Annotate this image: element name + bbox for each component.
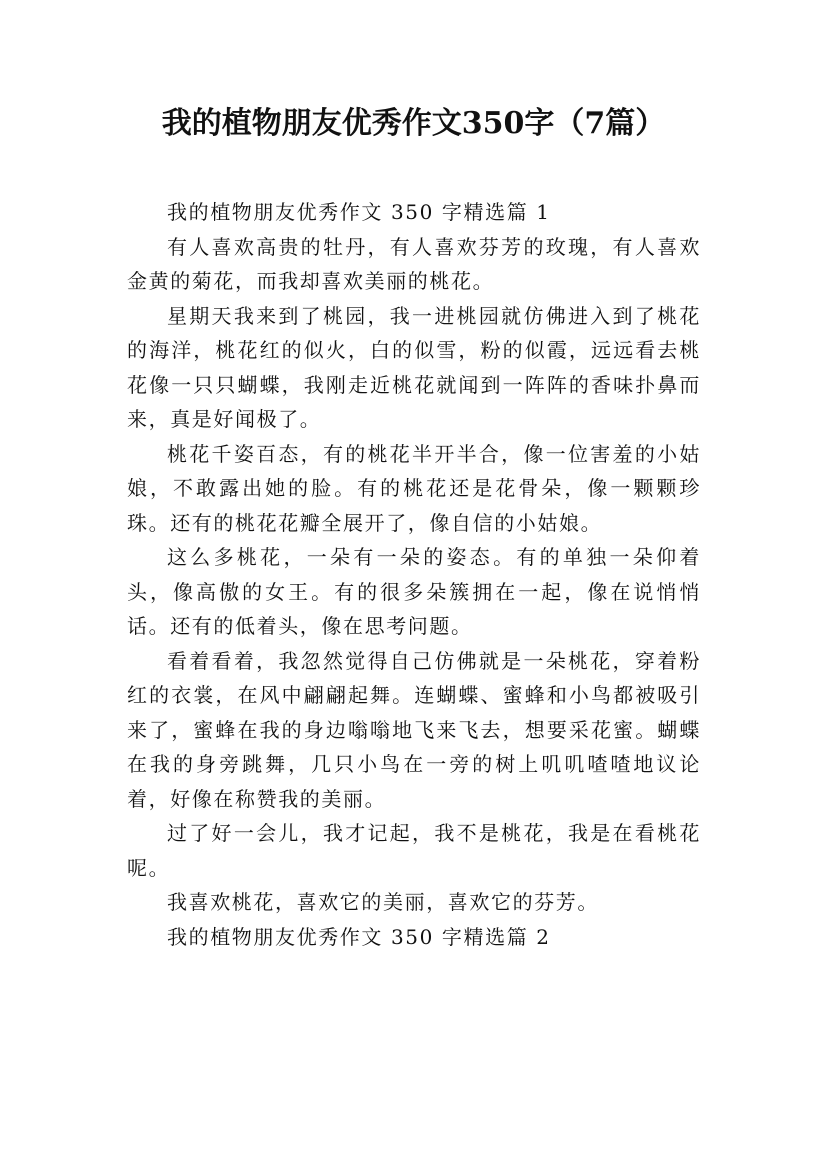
article-body [127, 195, 701, 954]
paragraph: 看着看着，我忽然觉得自己仿佛就是一朵桃花，穿着粉红的衣裳，在风中翩翩起舞。连蝴蝶、蜜蜂和小鸟都被吸引来了，蜜蜂在我的身边嗡嗡地飞来飞去，想要采花蜜。蝴蝶在我的身旁跳舞，几只小鸟在一旁的树上叽叽喳喳地议论着，好像在称赞我的美丽。 [127, 648, 701, 811]
paragraph: 过了好一会儿，我才记起，我不是桃花，我是在看桃花呢。 [127, 821, 701, 880]
paragraph: 桃花千姿百态，有的桃花半开半合，像一位害羞的小姑娘，不敢露出她的脸。有的桃花还是花骨朵，像一颗颗珍珠。还有的桃花花瓣全展开了，像自信的小姑娘。 [127, 441, 701, 535]
section-heading: 我的植物朋友优秀作文 350 字精选篇 2 [167, 924, 551, 949]
page-title: 我的植物朋友优秀作文350字（7篇） [161, 106, 666, 141]
paragraph: 这么多桃花，一朵有一朵的姿态。有的单独一朵仰着头，像高傲的女王。有的很多朵簇拥在一起，像在说悄悄话。还有的低着头，像在思考问题。 [127, 545, 701, 638]
paragraph: 我喜欢桃花，喜欢它的美丽，喜欢它的芬芳。 [167, 890, 599, 914]
paragraph: 有人喜欢高贵的牡丹，有人喜欢芬芳的玫瑰，有人喜欢金黄的菊花，而我却喜欢美丽的桃花。 [127, 234, 701, 293]
paragraph: 星期天我来到了桃园，我一进桃园就仿佛进入到了桃花的海洋，桃花红的似火，白的似雪，粉的似霞，远远看去桃花像一只只蝴蝶，我刚走近桃花就闻到一阵阵的香味扑鼻而来，真是好闻极了。 [127, 303, 701, 431]
section-heading: 我的植物朋友优秀作文 350 字精选篇 1 [167, 200, 551, 224]
